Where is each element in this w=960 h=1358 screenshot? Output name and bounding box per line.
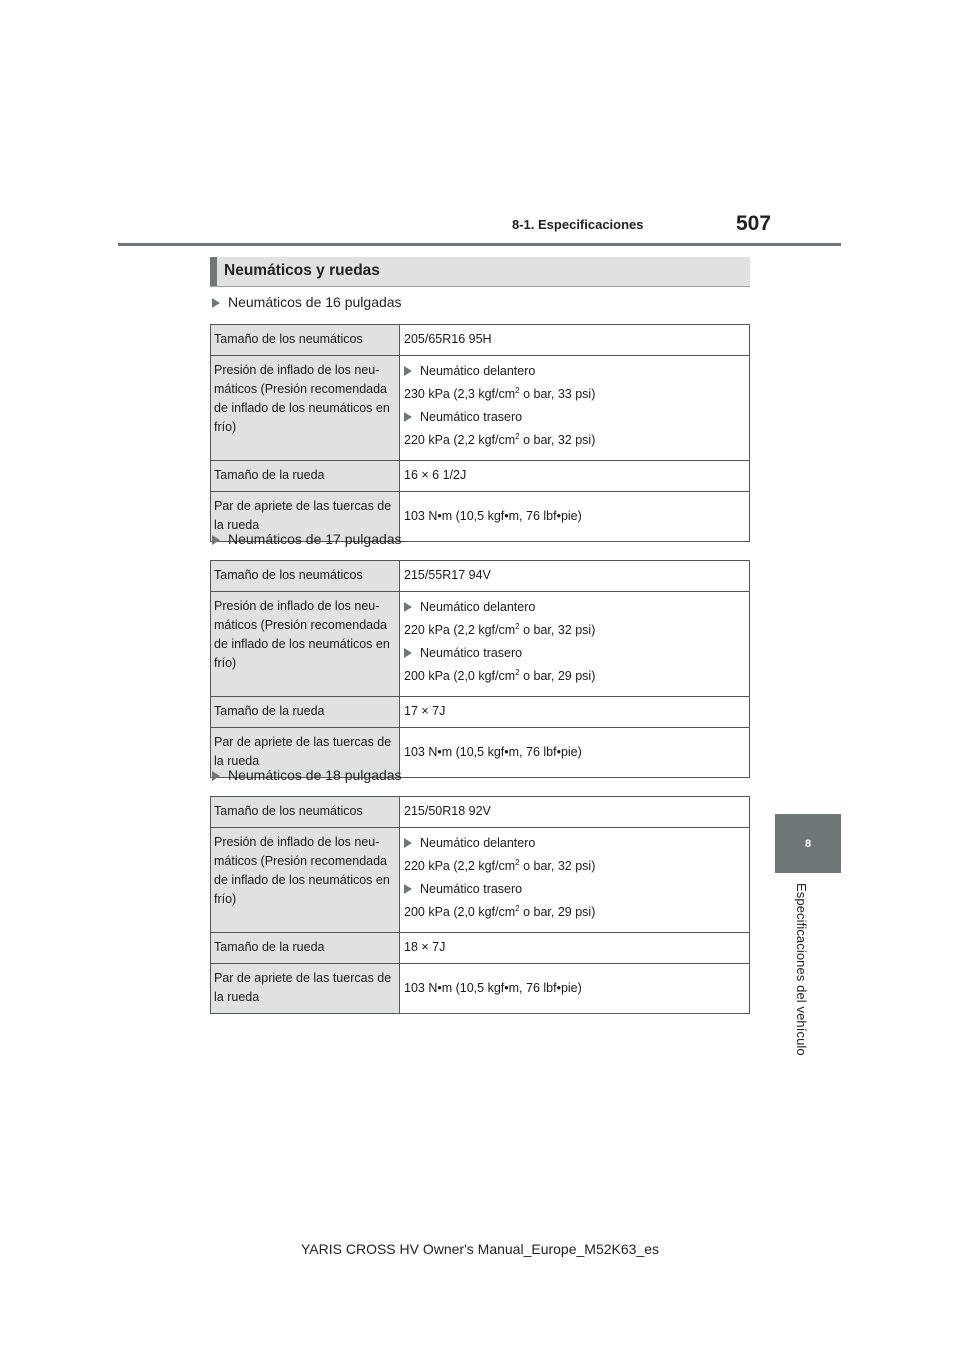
chapter-number: 8	[804, 837, 812, 850]
section-title-bar	[210, 257, 217, 286]
tire-size-value: 215/50R18 92V	[400, 797, 750, 828]
triangle-bullet-icon	[404, 648, 412, 658]
subheading-16in: Neumáticos de 16 pulgadas	[212, 294, 402, 310]
section-title	[210, 257, 750, 287]
subheading-18in: Neumáticos de 18 pulgadas	[212, 767, 402, 783]
pressure-label: Presión de inflado de los neu-máticos (Presión recomendada de inflado de los neumáticos en frío)	[211, 828, 400, 933]
table-row	[211, 592, 750, 697]
section-title-text: Neumáticos y ruedas	[224, 262, 380, 279]
wheel-size-label: Tamaño de la rueda	[211, 933, 400, 964]
subheading-17in: Neumáticos de 17 pulgadas	[212, 531, 402, 547]
rear-tire-pressure: 220 kPa (2,2 kgf/$cm^2$ o bar, 32 psi)	[404, 432, 596, 447]
triangle-bullet-icon	[212, 771, 220, 781]
front-tire-heading: Neumático delantero	[404, 834, 745, 853]
chapter-tab	[775, 814, 841, 873]
triangle-bullet-icon	[404, 884, 412, 894]
triangle-bullet-icon	[404, 838, 412, 848]
spec-table-16in	[210, 324, 750, 542]
table-row	[211, 561, 750, 592]
torque-value: 103 N•m (10,5 kgf•m, 76 lbf•pie)	[400, 964, 750, 1014]
table-row	[211, 461, 750, 492]
wheel-size-label: Tamaño de la rueda	[211, 697, 400, 728]
rear-tire-pressure: 200 kPa (2,0 kgf/$cm^2$ o bar, 29 psi)	[404, 904, 596, 919]
front-tire-pressure: 220 kPa (2,2 kgf/$cm^2$ o bar, 32 psi)	[404, 858, 596, 873]
running-header-section: 8-1. Especificaciones	[512, 217, 644, 232]
chapter-label: Especificaciones del vehículo	[794, 883, 809, 1056]
rear-tire-heading: Neumático trasero	[404, 408, 745, 427]
pressure-label: Presión de inflado de los neu-máticos (Presión recomendada de inflado de los neumáticos en frío)	[211, 356, 400, 461]
torque-label: Par de apriete de las tuercas de la rueda	[211, 964, 400, 1014]
pressure-value	[400, 356, 750, 461]
triangle-bullet-icon	[212, 535, 220, 545]
table-row	[211, 964, 750, 1014]
tire-size-label: Tamaño de los neumáticos	[211, 797, 400, 828]
front-tire-heading: Neumático delantero	[404, 598, 745, 617]
pressure-value	[400, 828, 750, 933]
rear-tire-heading: Neumático trasero	[404, 880, 745, 899]
rear-tire-pressure: 200 kPa (2,0 kgf/$cm^2$ o bar, 29 psi)	[404, 668, 596, 683]
tire-size-value: 215/55R17 94V	[400, 561, 750, 592]
rear-tire-heading: Neumático trasero	[404, 644, 745, 663]
front-tire-pressure: 230 kPa (2,3 kgf/$cm^2$ o bar, 33 psi)	[404, 386, 596, 401]
table-row	[211, 356, 750, 461]
tire-size-value: 205/65R16 95H	[400, 325, 750, 356]
page-footer: YARIS CROSS HV Owner's Manual_Europe_M52K63_es	[300, 1241, 660, 1257]
wheel-size-value: 17 × 7J	[400, 697, 750, 728]
pressure-value	[400, 592, 750, 697]
wheel-size-value: 16 × 6 1/2J	[400, 461, 750, 492]
table-row	[211, 697, 750, 728]
header-rule	[118, 243, 841, 246]
torque-value: 103 N•m (10,5 kgf•m, 76 lbf•pie)	[400, 728, 750, 778]
table-row	[211, 828, 750, 933]
tire-size-label: Tamaño de los neumáticos	[211, 325, 400, 356]
triangle-bullet-icon	[212, 298, 220, 308]
torque-label: Par de apriete de las tuercas de la rueda	[211, 728, 400, 778]
pressure-label: Presión de inflado de los neu-máticos (Presión recomendada de inflado de los neumáticos en frío)	[211, 592, 400, 697]
triangle-bullet-icon	[404, 366, 412, 376]
table-row	[211, 933, 750, 964]
triangle-bullet-icon	[404, 412, 412, 422]
torque-label: Par de apriete de las tuercas de la rueda	[211, 492, 400, 542]
page-number: 507	[736, 212, 772, 235]
spec-table-18in	[210, 796, 750, 1014]
front-tire-pressure: 220 kPa (2,2 kgf/$cm^2$ o bar, 32 psi)	[404, 622, 596, 637]
front-tire-heading: Neumático delantero	[404, 362, 745, 381]
spec-table-17in	[210, 560, 750, 778]
table-row	[211, 325, 750, 356]
wheel-size-label: Tamaño de la rueda	[211, 461, 400, 492]
wheel-size-value: 18 × 7J	[400, 933, 750, 964]
torque-value: 103 N•m (10,5 kgf•m, 76 lbf•pie)	[400, 492, 750, 542]
tire-size-label: Tamaño de los neumáticos	[211, 561, 400, 592]
table-row	[211, 797, 750, 828]
triangle-bullet-icon	[404, 602, 412, 612]
